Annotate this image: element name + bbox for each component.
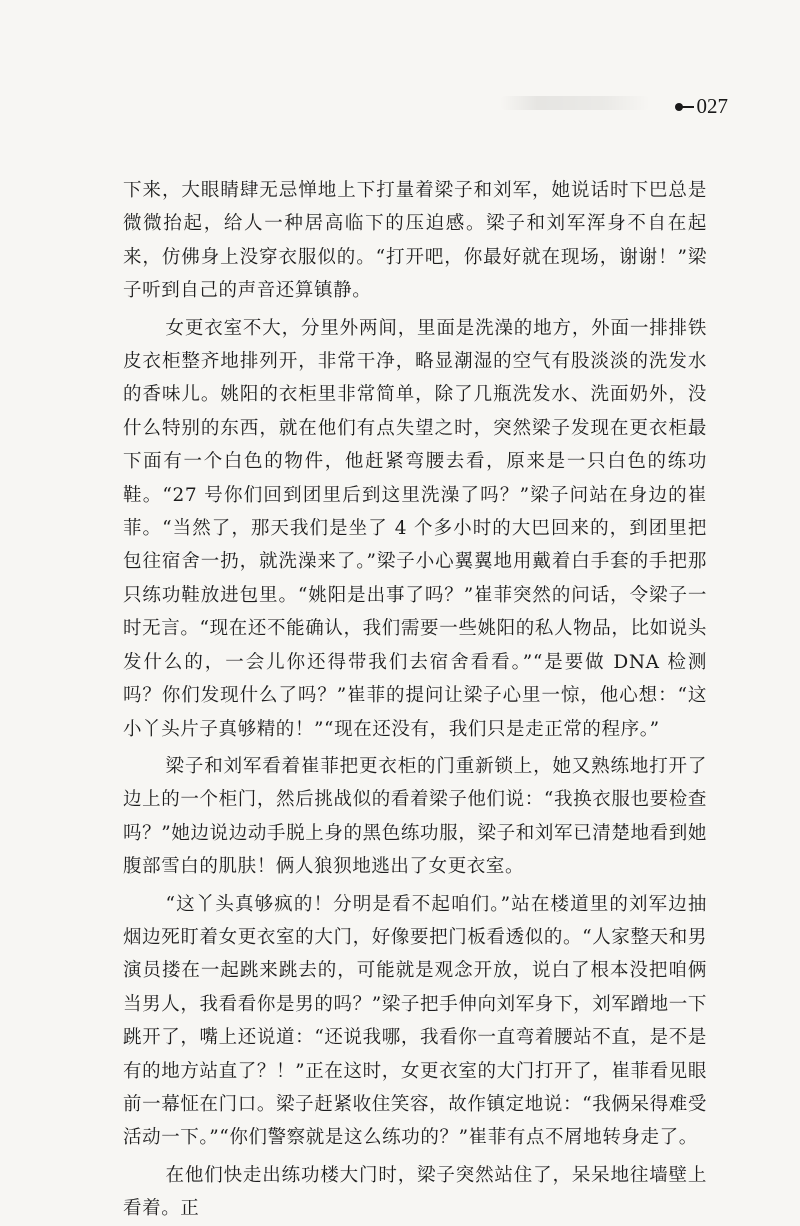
paragraph-5: 在他们快走出练功楼大门时，梁子突然站住了，呆呆地往墙壁上看着。正 [123,1164,707,1220]
page-marker-icon [675,103,695,111]
paragraph-2: 女更衣室不大，分里外两间，里面是洗澡的地方，外面一排排铁皮衣柜整齐地排列开，非常干净，略显潮湿的空气有股淡淡的洗发水的香味儿。姚阳的衣柜里非常简单，除了几瓶洗发水、洗面奶外，没什么特别的东西，就在他们有点失望之时，突然梁子发现在更衣柜最下面有一个白色的物件，他赶紧弯腰去看，原来是一只白色的练功鞋。“27 号你们回到团里后到这里洗澡了吗？”梁子问站在身边的崔菲。“当然了，那天我们是坐了 4 个多小时的大巴回来的，到团里把包往宿舍一扔，就洗澡来了。”梁子小心翼翼地用戴着白手套的手把那只练功鞋放进包里。“姚阳是出事了吗？”崔菲突然的问话，令梁子一时无言。“现在还不能确认，我们需要一些姚阳的私人物品，比如说头发什么的，一会儿你还得带我们去宿舍看看。”“是要做 DNA 检测吗？你们发现什么了吗？”崔菲的提问让梁子心里一惊，他心想：“这小丫头片子真够精的！”“现在还没有，我们只是走正常的程序。” [123,317,707,740]
paragraph-4: “这丫头真够疯的！分明是看不起咱们。”站在楼道里的刘军边抽烟边死盯着女更衣室的大门，好像要把门板看透似的。“人家整天和男演员搂在一起跳来跳去的，可能就是观念开放，说白了根本没把咱俩当男人，我看看你是男的吗？”梁子把手伸向刘军身下，刘军蹭地一下跳开了，嘴上还说道：“还说我哪，我看你一直弯着腰站不直，是不是有的地方站直了？！”正在这时，女更衣室的大门打开了，崔菲看见眼前一幕怔在门口。梁子赶紧收住笑容，故作镇定地说：“我俩呆得难受活动一下。”“你们警察就是这么练功的？”崔菲有点不屑地转身走了。 [123,893,707,1149]
page-number-text: 027 [696,94,728,118]
body-text [123,174,707,1226]
faded-running-header [500,96,650,110]
paragraph-1: 下来，大眼睛肆无忌惮地上下打量着梁子和刘军，她说话时下巴总是微微抬起，给人一种居高临下的压迫感。梁子和刘军浑身不自在起来，仿佛身上没穿衣服似的。“打开吧，你最好就在现场，谢谢！”梁子听到自己的声音还算镇静。 [123,180,707,302]
paragraph-3: 梁子和刘军看着崔菲把更衣柜的门重新锁上，她又熟练地打开了边上的一个柜门，然后挑战似的看着梁子他们说：“我换衣服也要检查吗？”她边说边动手脱上身的黑色练功服，梁子和刘军已清楚地看到她腹部雪白的肌肤！俩人狼狈地逃出了女更衣室。 [123,755,707,878]
page-number [675,94,729,119]
